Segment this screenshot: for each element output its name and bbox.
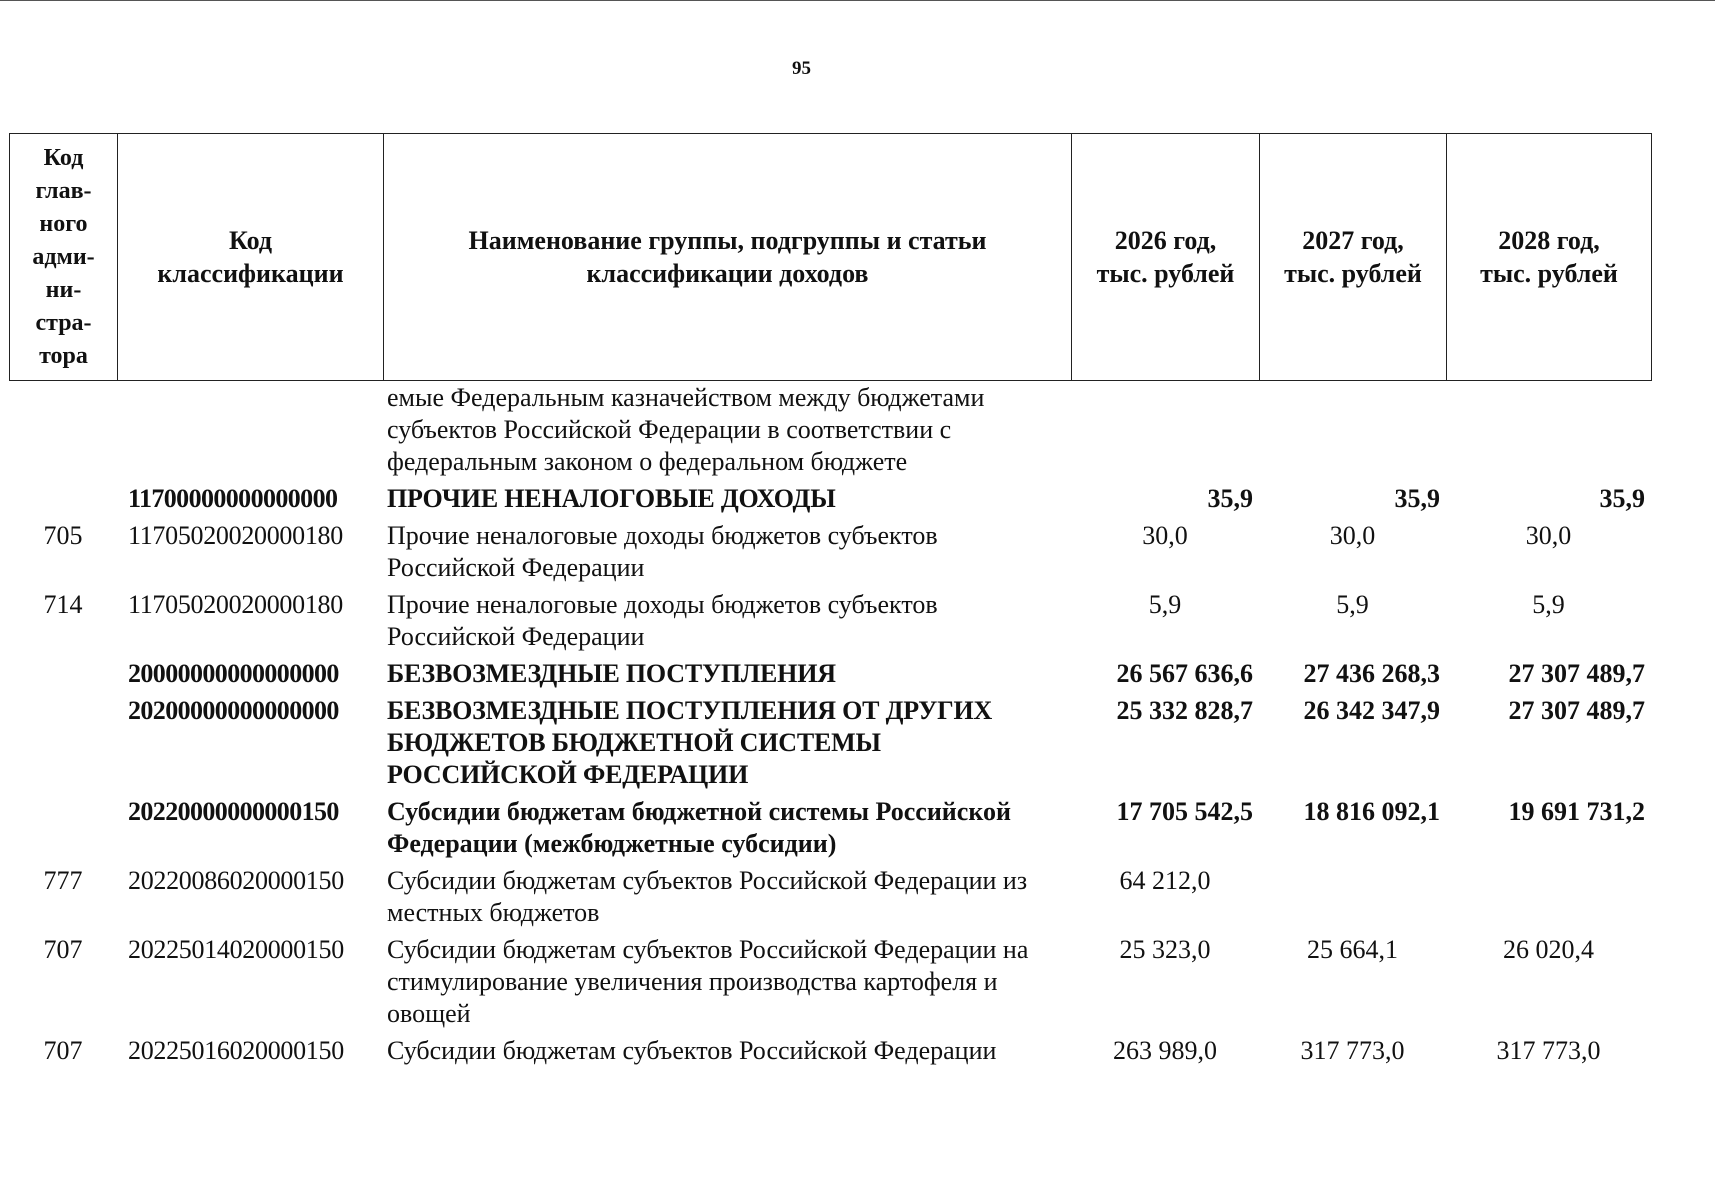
admin-code-cell <box>9 481 117 518</box>
header-2027-line: тыс. рублей <box>1284 259 1422 288</box>
value-2026-cell: 5,9 <box>1148 590 1182 619</box>
header-year-2026 <box>1072 134 1260 381</box>
income-name-cell: БЕЗВОЗМЕЗДНЫЕ ПОСТУПЛЕНИЯ <box>387 659 836 688</box>
header-2027-line: 2027 год, <box>1302 226 1404 255</box>
value-2026-cell: 35,9 <box>1207 484 1253 513</box>
value-2026-cell: 30,0 <box>1142 521 1188 550</box>
table-row <box>9 1033 1651 1070</box>
scan-top-edge <box>0 0 1715 1</box>
classification-code-cell: 20220000000000150 <box>128 797 339 826</box>
value-2028-cell: 26 020,4 <box>1503 935 1594 964</box>
admin-code-cell: 777 <box>43 866 83 895</box>
value-2027-cell: 30,0 <box>1329 521 1376 550</box>
value-2027-cell: 5,9 <box>1336 590 1369 619</box>
classification-code-cell: 11705020020000180 <box>128 590 343 619</box>
table-row <box>9 656 1651 693</box>
value-2027-cell: 26 342 347,9 <box>1303 696 1440 725</box>
header-admin-line: глав- <box>35 177 92 204</box>
value-2026-cell: 17 705 542,5 <box>1116 797 1253 826</box>
header-year-2028 <box>1447 134 1652 381</box>
value-2028-cell <box>1446 863 1651 932</box>
header-code-line: классификации <box>157 259 344 288</box>
value-2027-cell <box>1259 382 1446 481</box>
admin-code-cell: 705 <box>43 521 83 550</box>
header-year-2027 <box>1260 134 1447 381</box>
header-name-line: Наименование группы, подгруппы и статьи <box>468 226 987 255</box>
income-name-cell: Субсидии бюджетам бюджетной системы Российской Федерации (межбюджетные субсидии) <box>387 797 1011 858</box>
admin-code-cell: 714 <box>43 590 83 619</box>
table-row <box>9 794 1651 863</box>
table-row <box>9 587 1651 656</box>
value-2028-cell: 30,0 <box>1525 521 1572 550</box>
value-2027-cell <box>1259 863 1446 932</box>
value-2027-cell: 27 436 268,3 <box>1303 659 1440 688</box>
income-name-cell: Прочие неналоговые доходы бюджетов субъектов Российской Федерации <box>387 590 938 651</box>
classification-code-cell: 20225014020000150 <box>128 935 344 964</box>
admin-code-cell: 707 <box>43 1036 83 1065</box>
value-2028-cell: 27 307 489,7 <box>1508 696 1645 725</box>
header-admin-line: ного <box>39 210 88 237</box>
admin-code-cell <box>9 794 117 863</box>
income-name-cell: ПРОЧИЕ НЕНАЛОГОВЫЕ ДОХОДЫ <box>387 484 836 513</box>
header-2028-line: тыс. рублей <box>1480 259 1618 288</box>
value-2026-cell: 64 212,0 <box>1119 866 1211 895</box>
value-2027-cell: 18 816 092,1 <box>1303 797 1440 826</box>
table-row <box>9 382 1651 481</box>
value-2028-cell: 27 307 489,7 <box>1508 659 1645 688</box>
value-2028-cell: 5,9 <box>1532 590 1565 619</box>
classification-code-cell: 20200000000000000 <box>128 696 339 725</box>
value-2026-cell <box>1071 382 1259 481</box>
value-2028-cell: 19 691 731,2 <box>1508 797 1645 826</box>
header-code-line: Код <box>229 226 272 255</box>
income-name-cell: Субсидии бюджетам субъектов Российской Федерации из местных бюджетов <box>387 866 1028 927</box>
classification-code-cell: 20225016020000150 <box>128 1036 344 1065</box>
table-row <box>9 481 1651 518</box>
value-2028-cell: 35,9 <box>1599 484 1645 513</box>
income-name-cell: Субсидии бюджетам субъектов Российской Федерации на стимулирование увеличения производства картофеля и овощей <box>387 935 1029 1028</box>
income-table-body <box>9 382 1651 1070</box>
income-name-cell: Субсидии бюджетам субъектов Российской Федерации <box>387 1036 997 1065</box>
header-admin-line: ни- <box>45 276 82 303</box>
table-header <box>9 133 1652 381</box>
classification-code-cell: 20220086020000150 <box>128 866 344 895</box>
header-name <box>384 134 1072 381</box>
table-row <box>9 518 1651 587</box>
header-admin-line: тора <box>39 342 88 369</box>
classification-code-cell: 20000000000000000 <box>128 659 339 688</box>
header-classification-code <box>118 134 384 381</box>
page-number: 95 <box>792 58 811 79</box>
classification-code-cell <box>117 382 383 481</box>
classification-code-cell: 11705020020000180 <box>128 521 343 550</box>
value-2026-cell: 25 323,0 <box>1119 935 1211 964</box>
value-2027-cell: 25 664,1 <box>1307 935 1398 964</box>
income-name-cell: емые Федеральным казначейством между бюджетами субъектов Российской Федерации в соответствии с федеральным законом о федеральном бюджете <box>387 383 985 476</box>
header-admin-line: адми- <box>32 243 95 270</box>
value-2028-cell: 317 773,0 <box>1496 1036 1601 1065</box>
admin-code-cell <box>9 693 117 794</box>
income-name-cell: БЕЗВОЗМЕЗДНЫЕ ПОСТУПЛЕНИЯ ОТ ДРУГИХ БЮДЖЕТОВ БЮДЖЕТНОЙ СИСТЕМЫ РОССИЙСКОЙ ФЕДЕРАЦИИ <box>387 696 993 789</box>
value-2026-cell: 25 332 828,7 <box>1116 696 1253 725</box>
table-row <box>9 863 1651 932</box>
classification-code-cell: 11700000000000000 <box>128 484 338 513</box>
admin-code-cell: 707 <box>43 935 83 964</box>
value-2027-cell: 317 773,0 <box>1300 1036 1405 1065</box>
header-admin-line: стра- <box>35 309 92 336</box>
value-2027-cell: 35,9 <box>1394 484 1440 513</box>
admin-code-cell <box>9 656 117 693</box>
admin-code-cell <box>9 382 117 481</box>
value-2026-cell: 26 567 636,6 <box>1116 659 1253 688</box>
header-admin-line: Код <box>43 144 84 171</box>
table-row <box>9 693 1651 794</box>
income-name-cell: Прочие неналоговые доходы бюджетов субъектов Российской Федерации <box>387 521 938 582</box>
header-admin-code <box>10 134 118 381</box>
header-name-line: классификации доходов <box>586 259 869 288</box>
table-row <box>9 932 1651 1033</box>
header-2026-line: тыс. рублей <box>1096 259 1235 288</box>
header-2026-line: 2026 год, <box>1114 226 1217 255</box>
value-2026-cell: 263 989,0 <box>1113 1036 1217 1065</box>
value-2028-cell <box>1446 382 1651 481</box>
header-2028-line: 2028 год, <box>1498 226 1600 255</box>
